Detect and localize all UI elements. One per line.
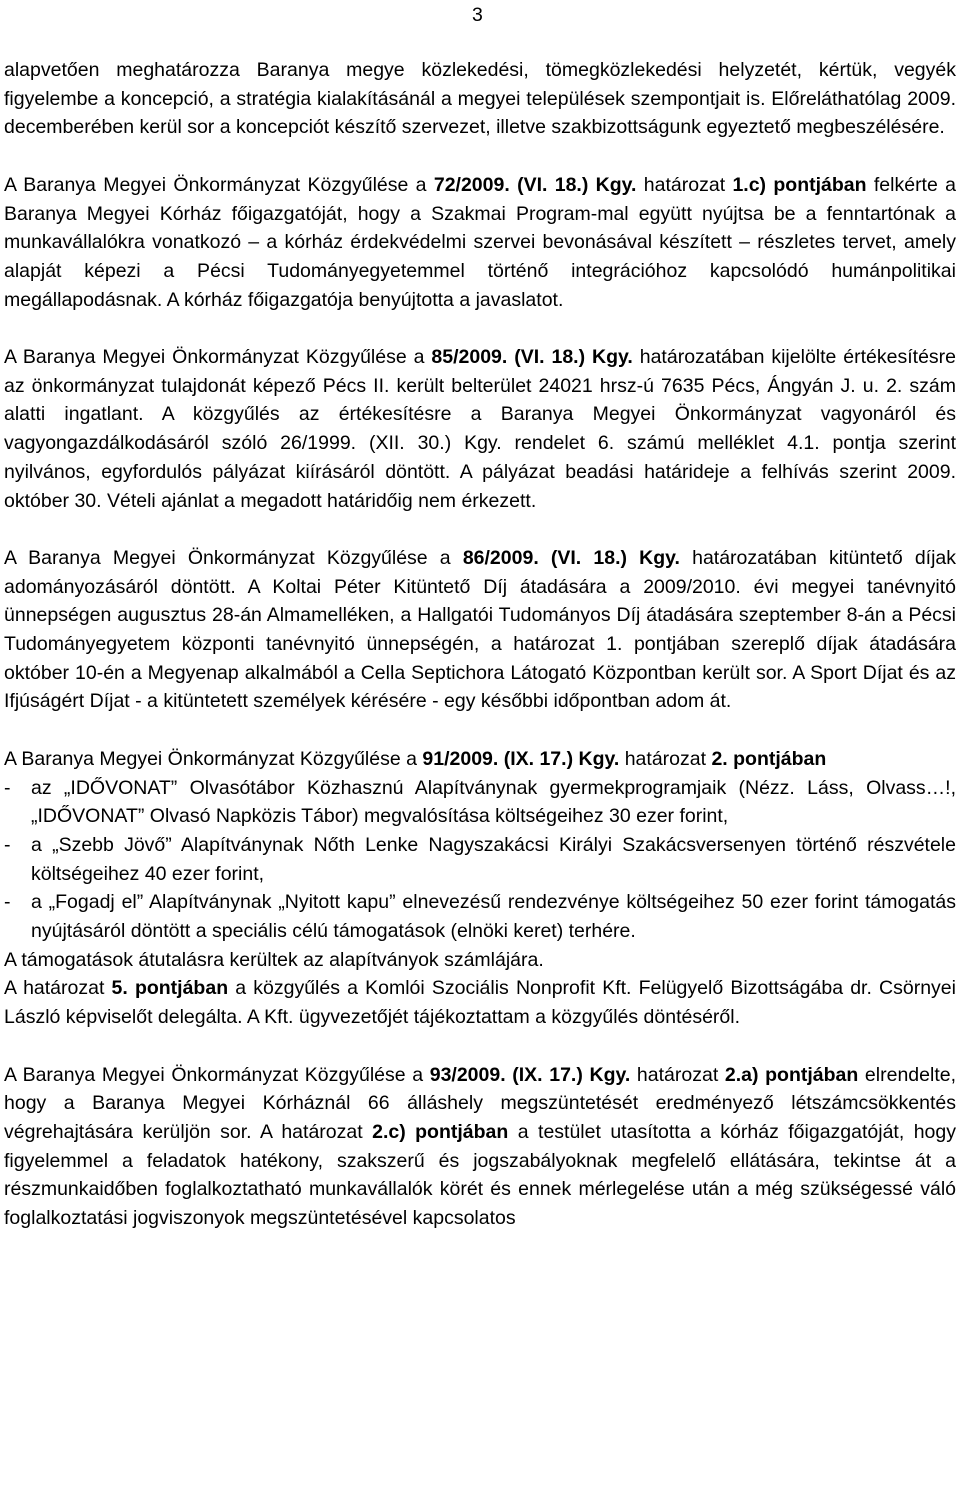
resolution-number: 72/2009. (VI. 18.) Kgy. bbox=[433, 173, 637, 196]
list-item: - a „Szebb Jövő” Alapítványnak Nőth Lenke Nagyszakácsi Királyi Szakácsversenyen történő részvétele költségeihez 40 ezer forint, bbox=[4, 831, 956, 888]
paragraph-resolution-91 bbox=[4, 745, 956, 1032]
list-item: - a „Fogadj el” Alapítványnak „Nyitott kapu” elnevezésű rendezvénye költségeihez 50 ezer forint támogatás nyújtásáról döntött a speciális célú támogatások (elnöki keret) terhére. bbox=[4, 888, 956, 945]
paragraph-resolution-86: A Baranya Megyei Önkormányzat Közgyűlése a 86/2009. (VI. 18.) Kgy. határozatában kitüntető díjak adományozásáról döntött. A Koltai Péter Kitüntető Díj átadására a 2009/2010. évi megyei tanévnyitó ünnepségen augusztus 28-án Almamelléken, a Hallgatói Tudományos Díj átadására szeptember 8-án a Pécsi Tudományegyetem központi tanévnyitó ünnepségén, a határozat 1. pontjában szereplő díjak átadására október 10-én a Megyenap alkalmából a Cella Septichora Látogató Központban került sor. A Sport Díjat és az Ifjúságért Díjat - a kitüntetett személyek kérésére - egy későbbi időpontban adom át. bbox=[4, 546, 957, 713]
resolution-91-point-5: A határozat 5. pontjában a közgyűlés a Komlói Szociális Nonprofit Kft. Felügyelő Bizottságába dr. Csörnyei László képviselőt delegálta. A Kft. ügyvezetőjét tájékoztattam a közgyűlés döntéséről. bbox=[4, 977, 956, 1029]
page-number: 3 bbox=[472, 4, 483, 26]
document-body bbox=[4, 56, 956, 1233]
list-item: - az „IDŐVONAT” Olvasótábor Közhasznú Alapítványnak gyermekprogramjaik (Nézz. Láss, Olvass…!, „IDŐVONAT” Olvasó Napközis Tábor) megvalósítása költségeihez 30 ezer forint, bbox=[4, 774, 956, 831]
resolution-point: 5. pontjában bbox=[111, 977, 229, 1000]
paragraph-resolution-72: A Baranya Megyei Önkormányzat Közgyűlése a 72/2009. (VI. 18.) Kgy. határozat 1.c) pontjában felkérte a Baranya Megyei Kórház főigazgatóját, hogy a Szakmai Program-mal együtt nyújtsa be a fenntartónak a munkavállalókra vonatkozó – a kórház érdekvédelmi szervei bevonásával készített – részletes tervet, amely alapját képezi a Pécsi Tudományegyetemmel történő integrációhoz kapcsolódó humánpolitikai megállapodásnak. A kórház főigazgatója benyújtotta a javaslatot. bbox=[4, 173, 956, 311]
list-bullet: - bbox=[4, 776, 11, 799]
paragraph-resolution-85: A Baranya Megyei Önkormányzat Közgyűlése a 85/2009. (VI. 18.) Kgy. határozatában kijelölte értékesítésre az önkormányzat tulajdonát képező Pécs II. került belterület 24021 hrsz-ú 7635 Pécs, Ángyán J. u. 2. szám alatti ingatlant. A közgyűlés az értékesítésre a Baranya Megyei Önkormányzat vagyonáról és vagyongazdálkodásáról szóló 26/1999. (XII. 30.) Kgy. rendelet 6. számú melléklet 4.1. pontja szerint nyilvános, egyfordulós pályázat kiírásáról döntött. A pályázat beadási határideje a felhívás szerint 2009. október 30. Vételi ajánlat a megadott határidőig nem érkezett. bbox=[4, 346, 957, 512]
list-bullet: - bbox=[4, 891, 11, 914]
transfer-note: A támogatások átutalásra kerültek az alapítványok számlájára. bbox=[4, 948, 544, 971]
paragraph-resolution-93: A Baranya Megyei Önkormányzat Közgyűlése a 93/2009. (IX. 17.) Kgy. határozat 2.a) pontjában elrendelte, hogy a Baranya Megyei Kórháznál 66 álláshely megszüntetését eredményező létszámcsökkentés végrehajtására kerüljön sor. A határozat 2.c) pontjában a testület utasította a kórház főigazgatóját, hogy figyelemmel a feladatok hatékony, szakszerű és jogszabályoknak megfelelő ellátására, tekintse át a részmunkaidőben foglalkoztatható munkavállalók körét és ennek mérlegelése után a még szükségessé váló foglalkoztatási jogviszonyok megszüntetésével kapcsolatos bbox=[4, 1063, 957, 1230]
paragraph-intro: alapvetően meghatározza Baranya megye közlekedési, tömegközlekedési helyzetét, kértük, vegyék figyelembe a koncepció, a stratégia kialakításánál a megyei települések szempontjait is. Előreláthatólag 2009. decemberében kerül sor a koncepciót készítő szervezet, illetve szakbizottságunk egyeztető megbeszélésére. bbox=[4, 59, 956, 139]
resolution-number: 86/2009. (VI. 18.) Kgy. bbox=[462, 546, 680, 569]
resolution-number: 91/2009. (IX. 17.) Kgy. bbox=[422, 747, 620, 770]
resolution-number: 85/2009. (VI. 18.) Kgy. bbox=[431, 346, 633, 368]
resolution-number: 93/2009. (IX. 17.) Kgy. bbox=[429, 1063, 631, 1086]
resolution-91-intro: A Baranya Megyei Önkormányzat Közgyűlése a 91/2009. (IX. 17.) Kgy. határozat 2. pontjában bbox=[4, 747, 827, 770]
list-bullet: - bbox=[4, 833, 11, 856]
resolution-point: 1.c) pontjában bbox=[732, 173, 867, 196]
resolution-point: 2.a) pontjában bbox=[724, 1063, 859, 1086]
resolution-point: 2.c) pontjában bbox=[372, 1120, 509, 1143]
resolution-point: 2. pontjában bbox=[711, 747, 827, 770]
